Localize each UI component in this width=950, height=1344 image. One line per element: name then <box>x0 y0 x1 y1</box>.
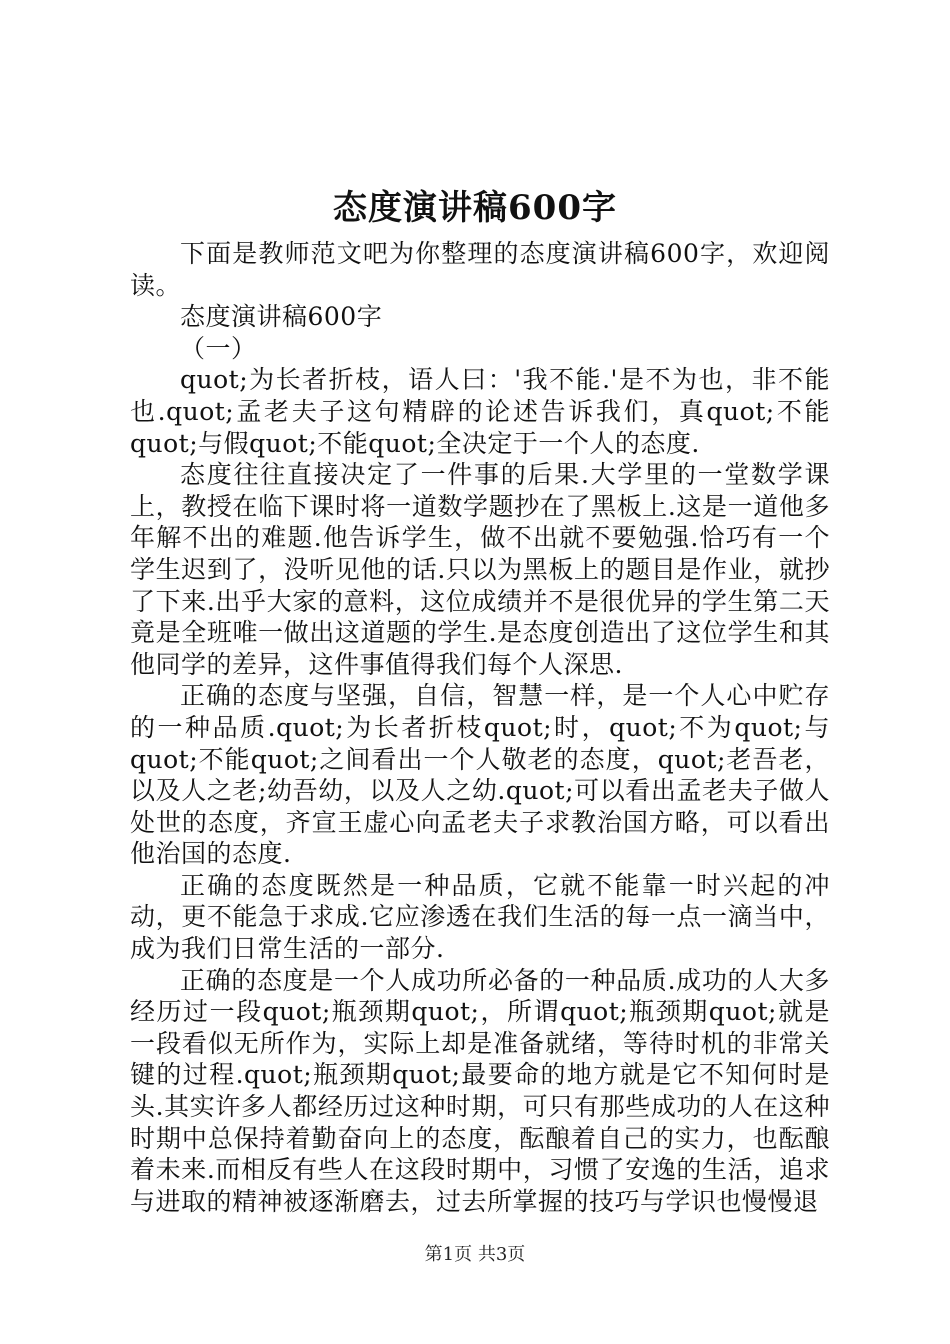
paragraph-5: 正确的态度是一个人成功所必备的一种品质.成功的人大多经历过一段quot;瓶颈期quot;，所谓quot;瓶颈期quot;就是一段看似无所作为，实际上却是准备就绪，等待时机的非常关键的过程.quot;瓶颈期quot;最要命的地方就是它不知何时是头.其实许多人都经历过这种时期，可只有那些成功的人在这种时期中总保持着勤奋向上的态度，酝酿着自己的实力，也酝酿着未来.而相反有些人在这段时期中，习惯了安逸的生活，追求与进取的精神被逐渐磨去，过去所掌握的技巧与学识也慢慢退 <box>130 965 830 1216</box>
paragraph-3: 正确的态度与坚强，自信，智慧一样，是一个人心中贮存的一种品质.quot;为长者折枝quot;时，quot;不为quot;与quot;不能quot;之间看出一个人敬老的态度，quot;老吾老，以及人之老;幼吾幼，以及人之幼.quot;可以看出孟老夫子做人处世的态度，齐宣王虚心向孟老夫子求教治国方略，可以看出他治国的态度. <box>130 681 830 869</box>
document-body <box>130 238 830 1217</box>
paragraph-2: 态度往往直接决定了一件事的后果.大学里的一堂数学课上，教授在临下课时将一道数学题抄在了黑板上.这是一道他多年解不出的难题.他告诉学生，做不出就不要勉强.恰巧有一个学生迟到了，没听见他的话.只以为黑板上的题目是作业，就抄了下来.出乎大家的意料，这位成绩并不是很优异的学生第二天竟是全班唯一做出这道题的学生.是态度创造出了这位学生和其他同学的差异，这件事值得我们每个人深思. <box>130 460 830 679</box>
paragraph-intro: 下面是教师范文吧为你整理的态度演讲稿600字，欢迎阅读。 <box>130 239 830 300</box>
paragraph-1: quot;为长者折枝，语人曰：'我不能.'是不为也，非不能也.quot;孟老夫子这句精辟的论述告诉我们，真quot;不能quot;与假quot;不能quot;全决定于一个人的态度. <box>130 365 830 458</box>
page-footer: 第1页 共3页 <box>424 1244 526 1265</box>
document-title: 态度演讲稿600字 <box>333 188 617 228</box>
paragraph-4: 正确的态度既然是一种品质，它就不能靠一时兴起的冲动，更不能急于求成.它应渗透在我们生活的每一点一滴当中，成为我们日常生活的一部分. <box>130 870 830 964</box>
paragraph-section-number: （一） <box>180 333 257 363</box>
paragraph-subtitle: 态度演讲稿600字 <box>180 302 383 332</box>
